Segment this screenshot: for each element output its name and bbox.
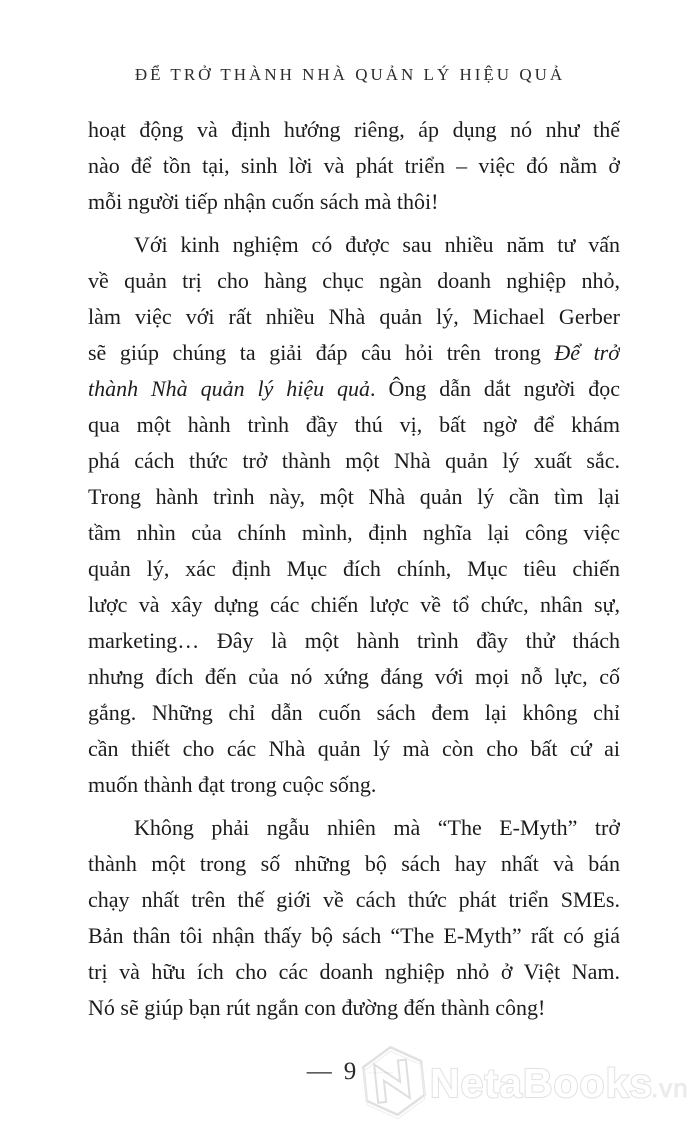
text-line (88, 659, 620, 695)
text-segment: chạy nhất trên thế giới về cách thức phát triển SMEs. (88, 887, 620, 912)
text-segment: về quản trị cho hàng chục ngàn doanh nghiệp nhỏ, (88, 268, 620, 293)
text-segment: qua một hành trình đầy thú vị, bất ngờ để khám (88, 412, 620, 437)
paragraph (88, 810, 620, 1026)
running-header: ĐỂ TRỞ THÀNH NHÀ QUẢN LÝ HIỆU QUẢ (134, 65, 566, 84)
text-segment: làm việc với rất nhiều Nhà quản lý, Michael Gerber (88, 304, 620, 329)
text-line (88, 918, 620, 954)
text-line (88, 299, 620, 335)
text-segment: Nó sẽ giúp bạn rút ngắn con đường đến thành công! (88, 995, 546, 1020)
text-segment: Trong hành trình này, một Nhà quản lý cần tìm lại (88, 484, 620, 509)
text-line (88, 810, 620, 846)
text-line (88, 112, 620, 148)
text-line (88, 990, 620, 1026)
page-number: 9 (343, 1058, 357, 1085)
text-line (88, 731, 620, 767)
text-line (88, 407, 620, 443)
text-line (88, 184, 620, 220)
text-segment: . Ông dẫn dắt người đọc (370, 376, 620, 401)
italic-text-segment: Để trở (554, 340, 620, 365)
text-line (88, 695, 620, 731)
text-line (88, 551, 620, 587)
text-line (88, 371, 620, 407)
text-segment: nhưng đích đến của nó xứng đáng với mọi nỗ lực, cố (88, 664, 620, 689)
text-line (88, 443, 620, 479)
text-line (88, 515, 620, 551)
text-segment: gắng. Những chỉ dẫn cuốn sách đem lại không chỉ (88, 700, 620, 725)
text-line (88, 263, 620, 299)
paragraph (88, 112, 620, 220)
text-segment: Bản thân tôi nhận thấy bộ sách “The E-Myth” rất có giá (88, 923, 620, 948)
page-number-left-dash: — (306, 1058, 332, 1085)
text-segment: muốn thành đạt trong cuộc sống. (88, 772, 377, 797)
text-line (88, 882, 620, 918)
text-segment: quản lý, xác định Mục đích chính, Mục tiêu chiến (88, 556, 620, 581)
text-line (88, 587, 620, 623)
text-segment: cần thiết cho các Nhà quản lý mà còn cho bất cứ ai (88, 736, 620, 761)
netabooks-tld-text: .vn (651, 1073, 689, 1103)
text-segment: thành một trong số những bộ sách hay nhất và bán (88, 851, 620, 876)
text-line (88, 846, 620, 882)
netabooks-logo-icon (358, 1036, 698, 1124)
text-line (88, 479, 620, 515)
netabooks-watermark (358, 1036, 698, 1124)
text-segment: Với kinh nghiệm có được sau nhiều năm tư vấn (134, 232, 620, 257)
text-segment: sẽ giúp chúng ta giải đáp câu hỏi trên trong (88, 340, 555, 365)
netabooks-brand-text: NetaBooks (430, 1060, 654, 1106)
text-segment: lược và xây dựng các chiến lược về tổ chức, nhân sự, (88, 592, 620, 617)
text-line (88, 148, 620, 184)
text-segment: mỗi người tiếp nhận cuốn sách mà thôi! (88, 189, 439, 214)
text-segment: nào để tồn tại, sinh lời và phát triển – việc đó nằm ở (88, 153, 620, 178)
text-segment: Không phải ngẫu nhiên mà “The E-Myth” trở (134, 815, 620, 840)
italic-text-segment: thành Nhà quản lý hiệu quả (88, 376, 371, 401)
text-line (88, 623, 620, 659)
text-segment: marketing… Đây là một hành trình đầy thử thách (88, 628, 620, 653)
text-line (88, 227, 620, 263)
text-segment: tầm nhìn của chính mình, định nghĩa lại công việc (88, 520, 620, 545)
text-segment: phá cách thức trở thành một Nhà quản lý xuất sắc. (88, 448, 620, 473)
paragraph (88, 227, 620, 803)
body-text (88, 112, 620, 1026)
text-line (88, 335, 620, 371)
text-segment: trị và hữu ích cho các doanh nghiệp nhỏ ở Việt Nam. (88, 959, 620, 984)
text-line (88, 767, 620, 803)
text-segment: hoạt động và định hướng riêng, áp dụng nó như thế (88, 117, 620, 142)
text-line (88, 954, 620, 990)
